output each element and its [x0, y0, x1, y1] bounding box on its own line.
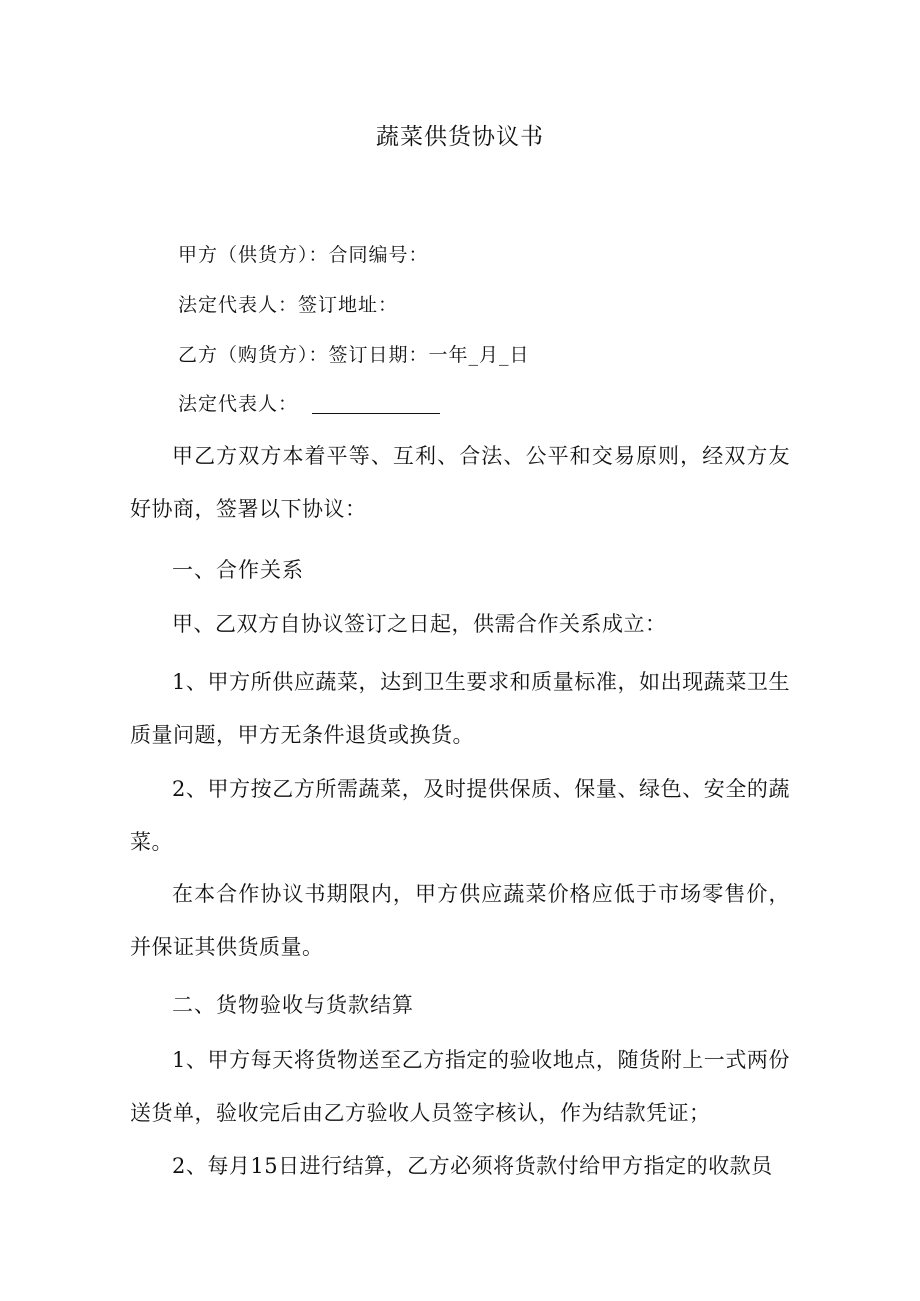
- party-a-representative-line: 法定代表人：签订地址：: [178, 294, 399, 316]
- section-2-heading: 二、货物验收与货款结算: [172, 993, 414, 1017]
- section-1-lead: 甲、乙双方自协议签订之日起，供需合作关系成立：: [172, 612, 667, 636]
- section-2-item-2: 2、每月15日进行结算，乙方必须将货款付给甲方指定的收款员: [172, 1154, 773, 1178]
- section-1-price-clause: 在本合作协议书期限内，甲方供应蔬菜价格应低于市场零售价，并保证其供货质量。: [130, 882, 790, 959]
- signature-blank: [312, 393, 440, 414]
- party-b-line: 乙方（购货方）：签订日期：一年_月_日: [178, 344, 530, 366]
- party-a-line: 甲方（供货方）：合同编号：: [178, 244, 429, 266]
- document-title: 蔬菜供货协议书: [376, 124, 544, 150]
- section-1-item-2: 2、甲方按乙方所需蔬菜，及时提供保质、保量、绿色、安全的蔬菜。: [130, 777, 790, 854]
- party-b-representative-label: 法定代表人：: [178, 393, 299, 415]
- intro-paragraph: 甲乙方双方本着平等、互利、合法、公平和交易原则，经双方友好协商，签署以下协议：: [130, 444, 790, 521]
- section-2-item-1: 1、甲方每天将货物送至乙方指定的验收地点，随货附上一式两份送货单，验收完后由乙方验收人员签字核认，作为结款凭证；: [130, 1048, 790, 1125]
- section-1-heading: 一、合作关系: [172, 558, 304, 582]
- party-b-representative-line: [178, 389, 440, 416]
- section-1-item-1: 1、甲方所供应蔬菜，达到卫生要求和质量标准，如出现蔬菜卫生质量问题，甲方无条件退货或换货。: [130, 670, 790, 747]
